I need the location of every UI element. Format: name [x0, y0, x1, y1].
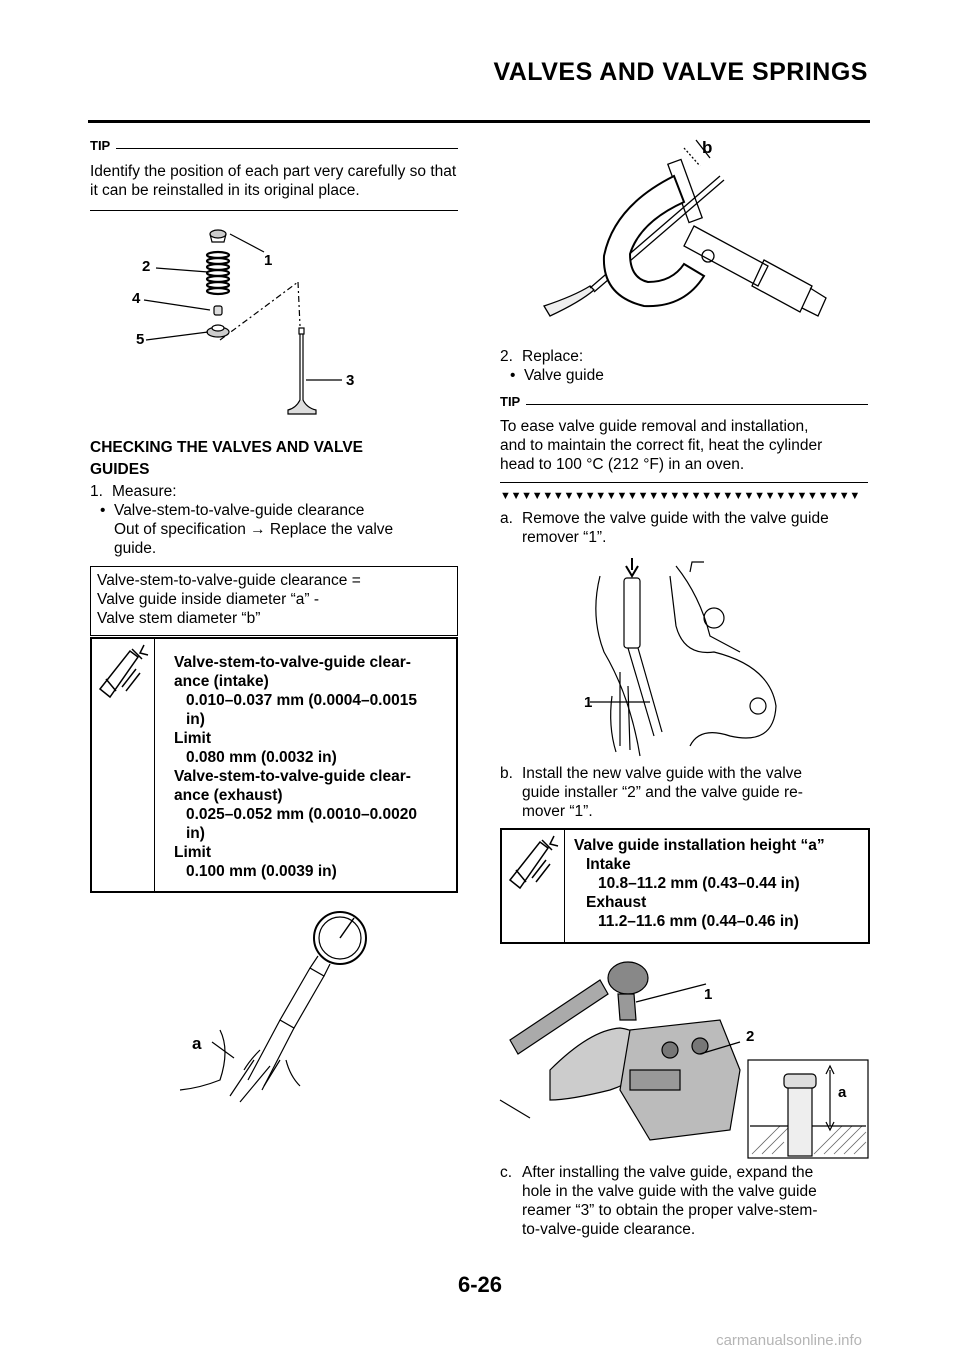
valve-spring [207, 252, 229, 294]
spec-box-install-height [500, 828, 870, 944]
page-title: VALVES AND VALVE SPRINGS [493, 58, 868, 86]
substep-c-line4: to-valve-guide clearance. [522, 1221, 696, 1238]
fig2-label-a: a [192, 1034, 202, 1053]
formula-line3: Valve stem diameter “b” [97, 610, 261, 627]
tip-rule [90, 210, 458, 211]
substep-a: a. Remove the valve guide with the valve guide [500, 510, 829, 527]
spec-icon-cell [92, 639, 155, 891]
tip2-label: TIP [500, 394, 521, 409]
valve-assembly-figure [120, 222, 380, 422]
tip-text: Identify the position of each part very carefully so that it can be reinstalled in its original place. [90, 163, 457, 199]
formula-line1: Valve-stem-to-valve-guide clearance = [97, 572, 361, 589]
substep-b-line2: guide installer “2” and the valve guide re- [522, 784, 803, 801]
spec2-values [574, 836, 870, 931]
fig1-label-2: 2 [142, 258, 151, 275]
step-1: 1. Measure: [90, 483, 177, 500]
remover-label-1: 1 [584, 694, 593, 711]
spec2-exhaust-label: Exhaust [586, 894, 647, 911]
intake-label-line2: ance (intake) [174, 673, 269, 690]
substep-c-line2: hole in the valve guide with the valve guide [522, 1183, 817, 1200]
guide-remover-figure [580, 556, 790, 766]
intake-limit-label: Limit [174, 730, 212, 747]
fig1-label-4: 4 [132, 290, 141, 307]
spec2-icon-cell [502, 830, 565, 942]
exhaust-value-line1: 0.025–0.052 mm (0.0010–0.0020 [186, 806, 417, 823]
substep-c-line3: reamer “3” to obtain the proper valve-stem- [522, 1202, 818, 1219]
spec2-intake-label: Intake [586, 856, 631, 873]
formula-line2: Valve guide inside diameter “a” - [97, 591, 319, 608]
substep-b: b. Install the new valve guide with the valve [500, 765, 803, 782]
installer-label-2: 2 [746, 1028, 755, 1045]
tip2-rule [500, 482, 868, 483]
caliper-icon [92, 639, 152, 709]
exhaust-limit-label: Limit [174, 844, 212, 861]
spec-clearance-values [174, 653, 456, 881]
header-rule [88, 120, 870, 123]
intake-limit-value: 0.080 mm (0.0032 in) [186, 749, 337, 766]
fig1-label-5: 5 [136, 331, 145, 348]
fig1-label-1: 1 [264, 252, 273, 269]
fig1-label-3: 3 [346, 372, 355, 389]
intake-value-line1: 0.010–0.037 mm (0.0004–0.0015 [186, 692, 417, 709]
bore-gauge-figure [190, 910, 350, 1110]
step-2: 2. Replace: [500, 348, 584, 365]
section-heading-line1: CHECKING THE VALVES AND VALVE [90, 439, 363, 456]
step-1-bullet: • Valve-stem-to-valve-guide clearance [100, 502, 365, 519]
substep-c: c. After installing the valve guide, expand the [500, 1164, 814, 1181]
tip-heading [90, 138, 458, 153]
installer-label-1: 1 [704, 986, 713, 1003]
page-number: 6-26 [457, 1272, 503, 1297]
formula-box [90, 566, 458, 636]
watermark: carmanualsonline.info [716, 1332, 862, 1349]
spec2-exhaust-value: 11.2–11.6 mm (0.44–0.46 in) [598, 913, 799, 930]
tip2-line2: and to maintain the correct fit, heat the cylinder [500, 437, 823, 454]
micrometer-label-b: b [702, 138, 713, 157]
substep-a-line2: remover “1”. [522, 529, 607, 546]
tip2-line3: head to 100 °C (212 °F) in an oven. [500, 456, 745, 473]
caliper-icon [502, 830, 562, 900]
section-heading-line2: GUIDES [90, 461, 150, 478]
procedure-start-marker: ▼▼▼▼▼▼▼▼▼▼▼▼▼▼▼▼▼▼▼▼▼▼▼▼▼▼▼▼▼▼▼▼▼▼ [500, 490, 860, 502]
spec2-title: Valve guide installation height “a” [574, 837, 825, 854]
guide-installer-figure [500, 950, 870, 1160]
oos-line1: Out of specification → Replace the valve [114, 521, 394, 538]
oos-line2: guide. [114, 540, 157, 557]
spec-box-clearance [90, 637, 458, 893]
tip2-line1: To ease valve guide removal and installation, [500, 418, 809, 435]
exhaust-label-line1: Valve-stem-to-valve-guide clear- [174, 768, 411, 785]
step-2-bullet: • Valve guide [510, 367, 604, 384]
tip2-heading [500, 394, 868, 409]
spec2-intake-value: 10.8–11.2 mm (0.43–0.44 in) [598, 875, 800, 892]
intake-value-line2: in) [186, 711, 205, 728]
micrometer-figure [544, 136, 834, 336]
exhaust-value-line2: in) [186, 825, 205, 842]
intake-label-line1: Valve-stem-to-valve-guide clear- [174, 654, 411, 671]
exhaust-label-line2: ance (exhaust) [174, 787, 283, 804]
tip-label: TIP [90, 138, 111, 153]
installer-label-a: a [838, 1084, 847, 1101]
substep-b-line3: mover “1”. [522, 803, 593, 820]
exhaust-limit-value: 0.100 mm (0.0039 in) [186, 863, 337, 880]
